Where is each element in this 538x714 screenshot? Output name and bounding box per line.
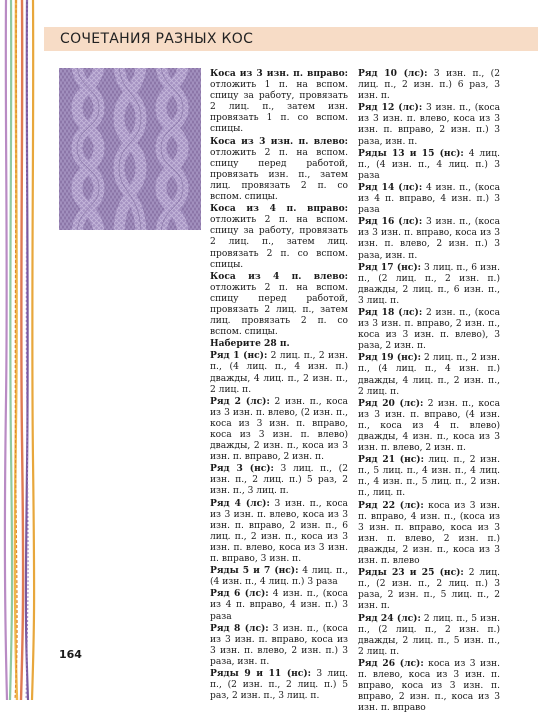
instruction-label: Ряд 21 (нс): (358, 454, 424, 466)
instruction-paragraph (358, 182, 500, 216)
instruction-paragraph (210, 498, 348, 566)
instruction-text: 2 изн. п., (коса из 3 изн. п. вправо, 2 изн. п., коса из 3 изн. п. влево), 3 раза, 2 изн. п. (358, 307, 500, 352)
instruction-paragraph (210, 463, 348, 497)
instruction-label: Ряд 6 (лс): (210, 588, 269, 600)
instruction-text: отложить 1 п. на вспом. спицу за работу, провязать 2 лиц. п., затем изн. провязать 1 п. со вспом. спицы. (210, 80, 348, 135)
instruction-paragraph (210, 203, 348, 271)
section-title: СОЧЕТАНИЯ РАЗНЫХ КОС (60, 31, 254, 47)
instruction-label: Ряд 10 (лс): (358, 68, 428, 79)
instruction-text: 3 изн. п., (коса из 3 изн. п. вправо, коса из 3 изн. п. влево, 2 изн. п.) 3 раза, изн. п. (358, 217, 500, 261)
instruction-label: Ряд 17 (нс): (358, 261, 421, 273)
instruction-label: Ряд 8 (лс): (210, 622, 269, 634)
instruction-paragraph (358, 148, 500, 182)
instruction-paragraph (210, 588, 348, 622)
instruction-text: 3 изн. п., (2 лиц. п., 2 изн. п.) 6 раз, 3 изн. п. (358, 69, 501, 102)
instruction-text: 3 изн. п., (коса из 3 изн. п. вправо, коса из 3 изн. п. влево, 2 изн. п.) 3 раза, изн. п. (210, 623, 348, 667)
instruction-paragraph (210, 565, 348, 588)
instruction-label: Ряд 20 (лс): (358, 397, 424, 409)
instruction-label: Ряды 13 и 15 (нс): (358, 147, 464, 159)
instruction-label: Ряд 24 (лс): (358, 612, 421, 624)
instruction-paragraph (210, 350, 348, 395)
instruction-label: Коса из 4 п. вправо: (210, 203, 348, 215)
instructions-right-column (358, 68, 500, 714)
instruction-text: лиц. п., 2 изн. п., 5 лиц. п., 4 изн. п., 4 лиц. п., 4 изн. п., 5 лиц. п., 2 изн. п., лиц. п. (358, 455, 500, 499)
instruction-paragraph (358, 262, 500, 307)
instruction-text: 2 лиц. п., 2 изн. п., (4 лиц. п., 4 изн. п.) дважды, 4 лиц. п., 2 изн. п., 2 лиц. п. (210, 351, 349, 395)
instruction-label: Ряды 23 и 25 (нс): (358, 567, 464, 579)
instruction-paragraph (210, 68, 348, 136)
instruction-text: 3 лиц. п., (2 изн. п., 2 лиц. п.) 5 раз, 2 изн. п., 3 лиц. п. (210, 464, 348, 497)
instruction-label: Ряд 26 (лс): (358, 657, 424, 669)
instruction-text: отложить 2 п. на вспом. спицу перед работой, провязать 2 лиц. п., затем лиц. провязать 2 п. со вспом. спицы. (210, 282, 348, 338)
instruction-label: Ряд 2 (лс): (210, 395, 270, 407)
instruction-paragraph (358, 567, 500, 612)
instruction-paragraph (358, 102, 500, 147)
instruction-paragraph (210, 271, 348, 339)
instruction-paragraph (358, 216, 500, 261)
instruction-text: отложить 2 п. на вспом. спицу перед работой, провязать изн. п., затем лиц. провязать 2 п. со вспом. спицы. (210, 147, 348, 203)
instruction-paragraph (210, 396, 348, 464)
instruction-label: Ряды 9 и 11 (нс): (210, 667, 311, 679)
instruction-paragraph (210, 136, 348, 204)
instruction-paragraph (210, 623, 348, 668)
instruction-label: Ряд 16 (лс): (358, 216, 423, 228)
instruction-text: 3 изн. п., коса из 3 изн. п. влево, коса из 3 изн. п. вправо, 2 изн. п., 6 лиц. п., 2 изн. п., коса из 3 изн. п. влево, коса из 3 изн. п. вправо, 3 изн. п. (210, 498, 348, 565)
section-header (44, 27, 538, 51)
instruction-text: 2 изн. п., коса из 3 изн. п. вправо, (4 изн. п., коса из 4 п. влево) дважды, 4 изн. п., коса из 3 изн. п. влево, 2 изн. п. (358, 398, 501, 454)
instruction-text: 4 изн. п., (коса из 4 п. вправо, 4 изн. п.) 3 раза (210, 589, 348, 622)
instruction-text: 2 лиц. п., 5 изн. п., (2 лиц. п., 2 изн. п.) дважды, 2 лиц. п., 5 изн. п., 2 лиц. п. (358, 613, 501, 657)
instruction-text: 3 лиц. п., (2 изн. п., 2 лиц. п.) 5 раз, 2 изн. п., 3 лиц. п. (210, 668, 348, 702)
instruction-paragraph (358, 500, 500, 568)
instruction-paragraph (358, 398, 500, 454)
instruction-text: 3 изн. п., (коса из 3 изн. п. влево, коса из 3 изн. п. вправо, 2 изн. п.) 3 раза, изн. п. (358, 103, 500, 147)
instruction-text: 2 лиц. п., 2 изн. п., (4 лиц. п., 4 изн. п.) дважды, 4 лиц. п., 2 изн. п., 2 лиц. п. (358, 353, 500, 397)
instruction-paragraph (358, 613, 500, 658)
instruction-text: 4 лиц. п., (4 изн. п., 4 лиц. п.) 3 раза (358, 148, 500, 181)
instruction-label: Ряд 18 (лс): (358, 306, 423, 318)
page-number: 164 (59, 648, 82, 661)
instruction-text: 4 изн. п., (коса из 4 п. вправо, 4 изн. п.) 3 раза (358, 182, 500, 216)
instruction-text: коса из 3 изн. п. влево, коса из 3 изн. п. вправо, коса из 3 изн. п. вправо, 2 изн. п., коса из 3 изн. п. вправо (358, 658, 500, 714)
instruction-text: 4 лиц. п., (4 изн. п., 4 лиц. п.) 3 раза (210, 566, 348, 588)
instruction-label: Коса из 3 изн. п. влево: (210, 135, 348, 147)
instruction-paragraph (210, 668, 348, 702)
instruction-text: 2 изн. п., коса из 3 изн. п. влево, (2 изн. п., коса из 3 изн. п. вправо, коса из 3 изн. п. влево) дважды, 2 изн. п., коса из 3 изн. п. вправо, 2 изн. п. (210, 396, 348, 463)
instruction-label: Ряд 3 (нс): (210, 463, 274, 475)
instruction-paragraph (210, 338, 348, 350)
instructions-left-column (210, 68, 348, 702)
instruction-label: Ряд 4 (лс): (210, 497, 270, 509)
instruction-label: Ряд 1 (нс): (210, 350, 268, 362)
instruction-label: Ряды 5 и 7 (нс): (210, 565, 299, 577)
instruction-paragraph (358, 454, 500, 499)
knitted-cable-swatch-image (59, 68, 201, 230)
instruction-text: отложить 2 п. на вспом. спицу за работу, провязать 2 лиц. п., затем лиц. провязать 2 п. со вспом. спицы. (210, 215, 348, 270)
instruction-label: Ряд 12 (лс): (358, 102, 423, 114)
instruction-paragraph (358, 307, 500, 352)
instruction-label: Коса из 3 изн. п. вправо: (210, 68, 348, 79)
instruction-label: Ряд 14 (лс): (358, 181, 423, 193)
instruction-label: Наберите 28 п. (210, 338, 290, 350)
instruction-text: 3 лиц. п., 6 изн. п., (2 лиц. п., 2 изн. п.) дважды, 2 лиц. п., 6 изн. п., 3 лиц. п. (358, 262, 500, 306)
instruction-text: 2 лиц. п., (2 изн. п., 2 лиц. п.) 3 раза, 2 изн. п., 5 лиц. п., 2 изн. п. (358, 568, 500, 612)
instruction-label: Ряд 22 (лс): (358, 499, 424, 511)
instruction-text: коса из 3 изн. п. вправо, 4 изн. п., (коса из 3 изн. п. вправо, коса из 3 изн. п. влево, 2 изн. п.) дважды, 2 изн. п., коса из 3 изн. п. влево (358, 500, 500, 567)
instruction-label: Ряд 19 (нс): (358, 352, 421, 364)
instruction-label: Коса из 4 п. влево: (210, 270, 348, 282)
instruction-paragraph (358, 658, 500, 714)
instruction-paragraph (358, 68, 500, 102)
instruction-paragraph (358, 352, 500, 397)
decorative-yarn-threads (0, 0, 40, 700)
